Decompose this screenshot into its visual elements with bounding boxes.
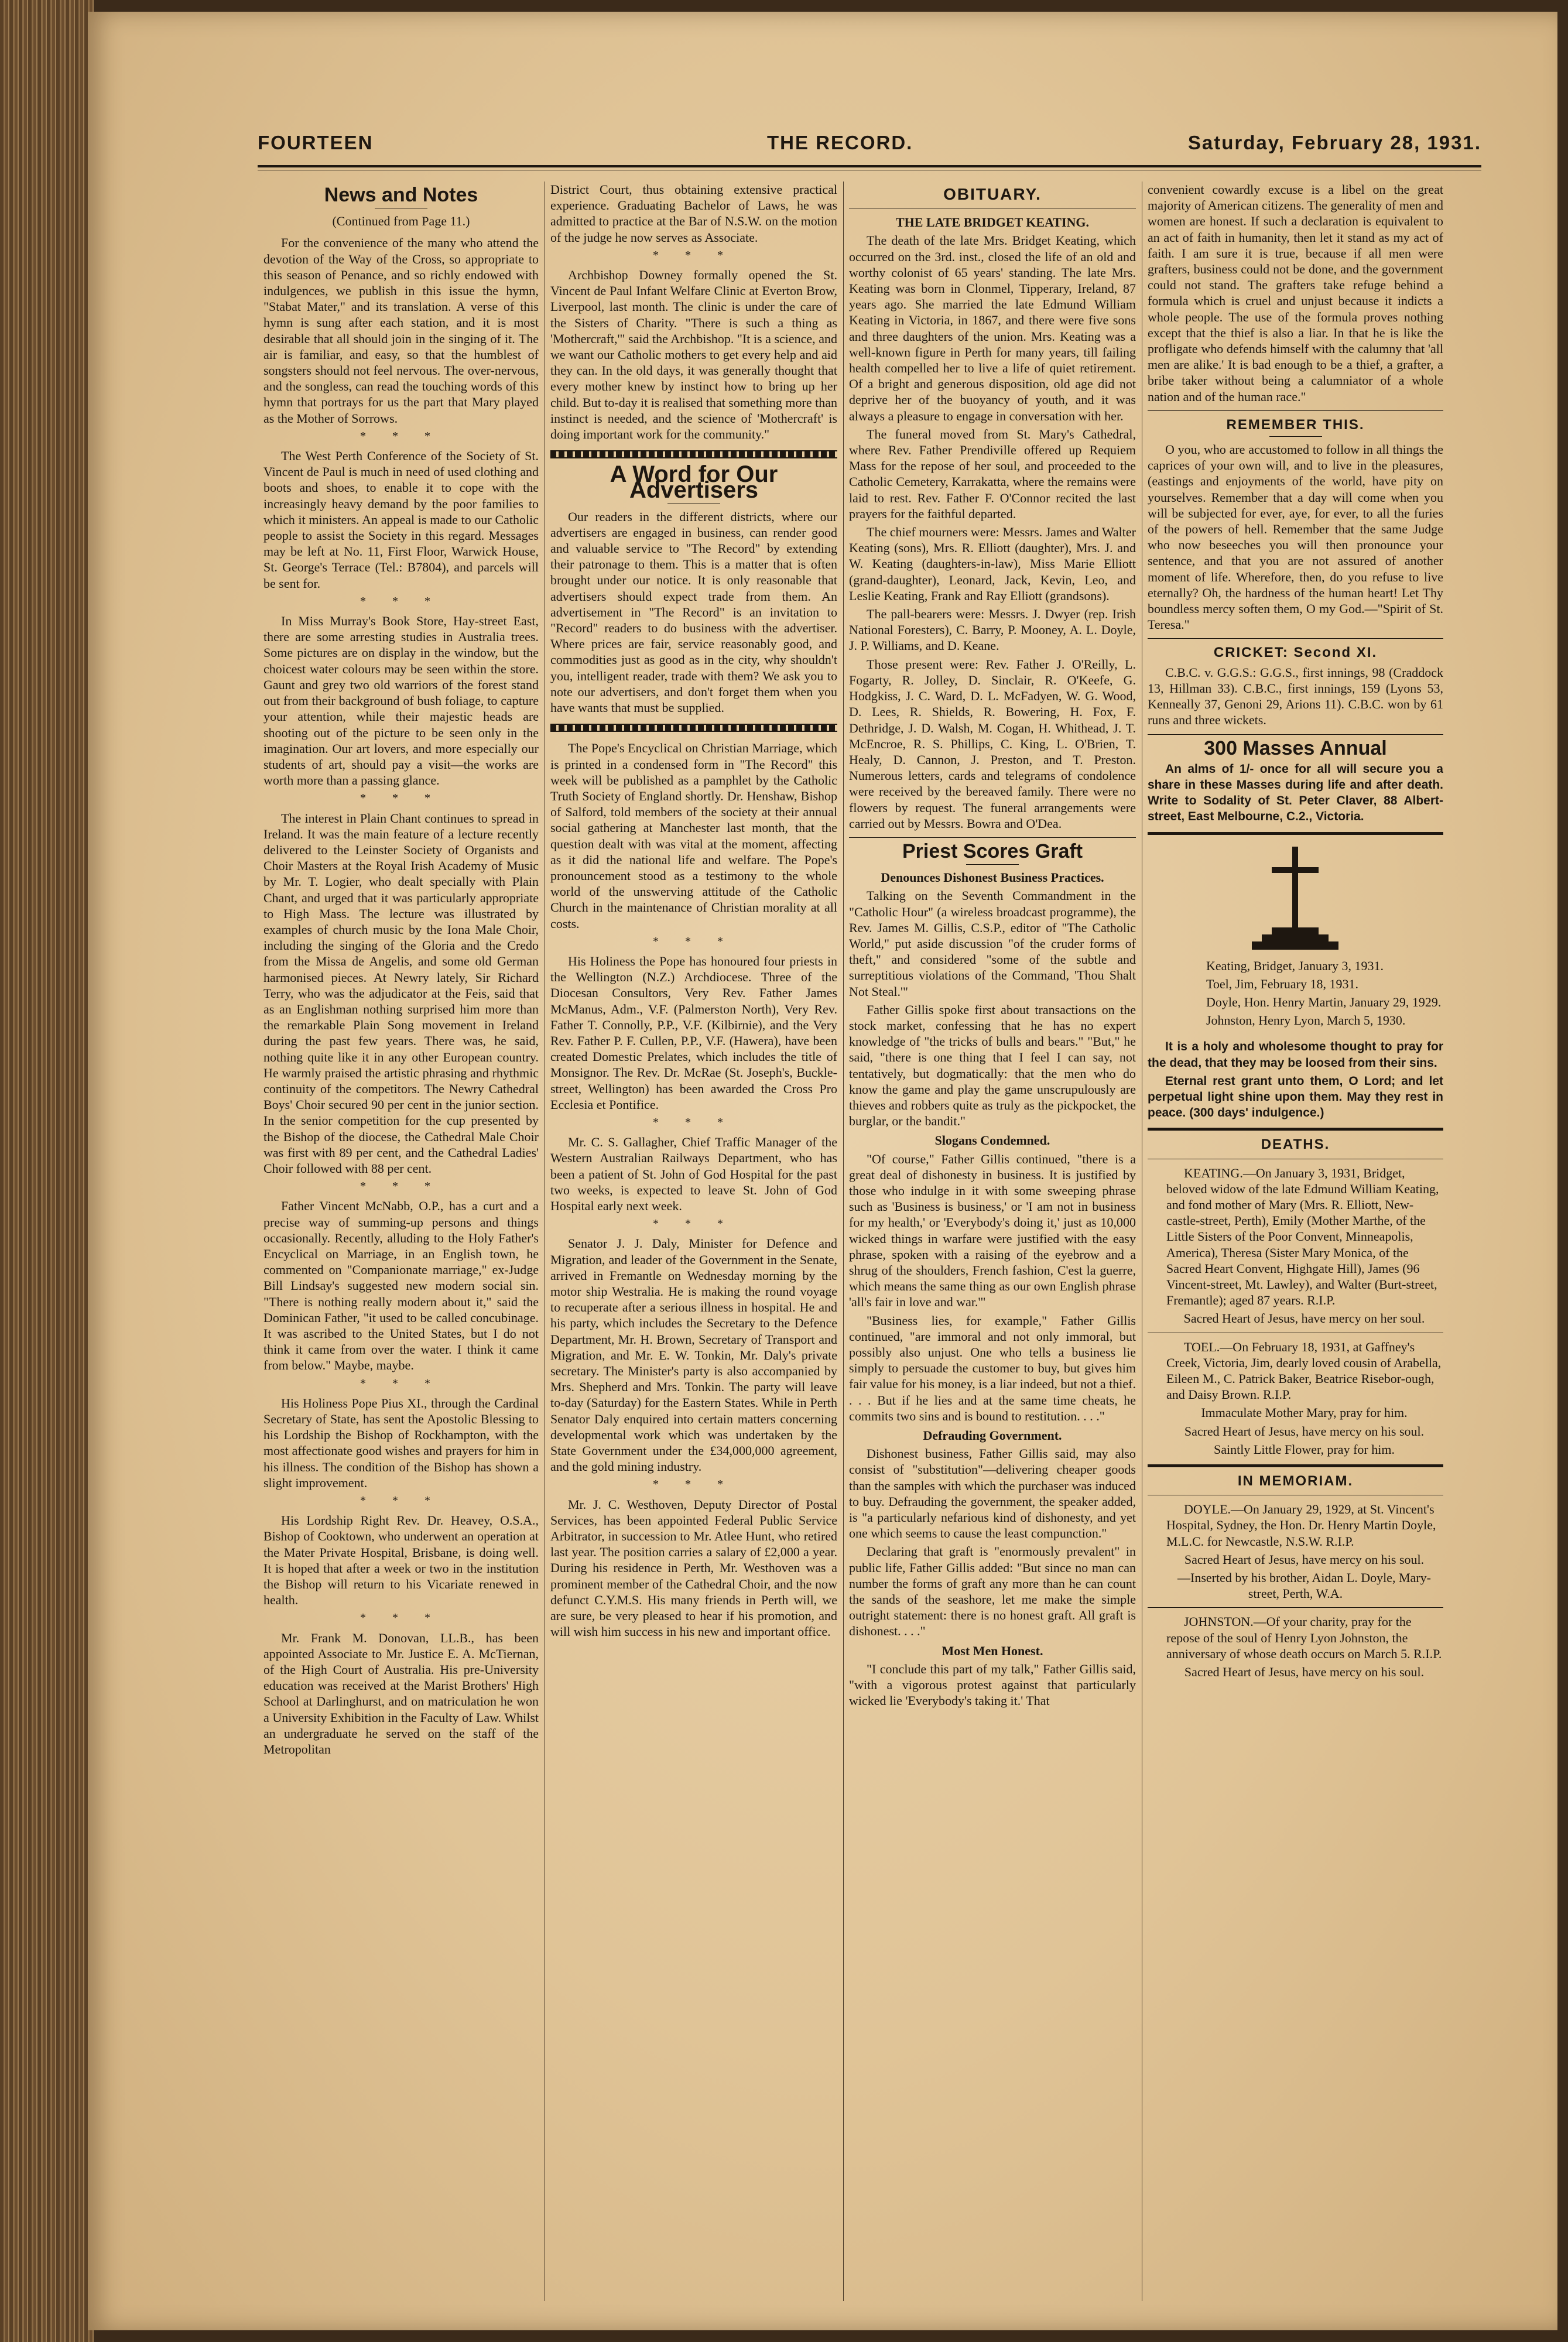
notice-prayer: Sacred Heart of Jesus, have mercy on her soul.: [1183, 1311, 1425, 1326]
issue-date: Saturday, February 28, 1931.: [1187, 132, 1481, 153]
remembered-name: Johnston, Henry Lyon, March 5, 1930.: [1206, 1013, 1406, 1028]
notice-prayer: Immaculate Mother Mary, pray for him.: [1201, 1405, 1408, 1420]
article-paragraph: Talking on the Seventh Commandment in the "Catholic Hour" (a wireless broadcast programme), the Rev. James M. Gillis, C.S.P., editor of "The Catholic World," put aside discussion "of the cruder forms of theft," and considered "some of the subtle and surreptitious violations of the Command, 'Thou Shalt Not Steal.'": [849, 888, 1136, 999]
article-paragraph: Mr. J. C. Westhoven, Deputy Director of Postal Services, has been appointed Federal Public Service Arbitrator, in succession to Mr. Atlee Hunt, who retired last year. The position carries a salary of £2,000 a year. During his residence in Perth, Mr. Westhoven was a prominent member of the Cathedral Choir, and the now defunct C.Y.M.S. His many friends in Perth will, we are sure, be very pleased to hear if his promotion, and will wish him success in his new and important office.: [550, 1497, 837, 1639]
newspaper-title: THE RECORD.: [767, 132, 913, 153]
obituary-subheading: THE LATE BRIDGET KEATING.: [895, 215, 1090, 230]
column-3: [849, 182, 1136, 2313]
star-separator: * * *: [360, 429, 442, 443]
star-separator: * * *: [360, 792, 442, 805]
section-subheading: Most Men Honest.: [942, 1643, 1043, 1658]
remembered-name: Keating, Bridget, January 3, 1931.: [1206, 958, 1384, 973]
article-paragraph: "I conclude this part of my talk," Father Gillis said, "with a vigorous protest against that particularly wicked lie 'Everybody's taking it.' That: [849, 1661, 1136, 1708]
article-paragraph: His Holiness Pope Pius XI., through the Cardinal Secretary of State, has sent the Apostolic Blessing to his Lordship the Bishop of Rockhampton, with the most affectionate good wishes and prayers for him in his illness. The condition of the Bishop has shown a slight improvement.: [263, 1395, 539, 1490]
article-paragraph: His Holiness the Pope has honoured four priests in the Wellington (N.Z.) Archdiocese. Three of the Diocesan Consultors, Very Rev. Father James McManus, Adm., V.F. (Palmerston North), Very Rev. Father T. Connolly, P.P., V.F. (Kilbirnie), and the Very Rev. Father P. F. Cullen, P.P., V.F. (Hawera), have been created Domestic Prelates, which includes the title of Monsignor. The Rev. Dr. McRae (St. Joseph's, Buckle-street, Wellington) has been awarded the Cross Pro Ecclesia et Pontifice.: [550, 953, 837, 1112]
article-paragraph: Father Vincent McNabb, O.P., has a curt and a precise way of summing-up persons and things occasionally. Recently, alluding to the Holy Father's Encyclical on Marriage, in an English town, he commented on "Companionate marriage," ex-Judge Bill Lindsay's suggested new modern social sin. "There is nothing really modern about it," said the Dominican Father, "it used to be called concubinage. It was ascribed to the United States, but I do not think it came from over the water. I think it came from below." Maybe, maybe.: [263, 1199, 539, 1373]
ornamental-rule: [550, 450, 837, 458]
star-separator: * * *: [653, 934, 735, 948]
article-paragraph: Declaring that graft is "enormously prevalent" in public life, Father Gillis added: "But since no man can number the forms of graft any more than he can count the sands of the seashore, let me make the simple outright statement: there is no honest graft. All graft is dishonest. . . .": [849, 1544, 1136, 1639]
memoriam-notice: JOHNSTON.—Of your charity, pray for the repose of the soul of Henry Lyon Johnston, the anniversary of whose death occurs on March 5. R.I.P.: [1166, 1614, 1442, 1661]
column-2: [550, 182, 837, 2313]
news-and-notes-heading: News and Notes: [324, 184, 478, 206]
star-separator: * * *: [653, 1115, 735, 1129]
remembered-name: Toel, Jim, February 18, 1931.: [1206, 976, 1358, 991]
article-paragraph: Our readers in the different districts, where our advertisers are engaged in business, can render good and valuable service to "The Record" by extending their patronage to them. This is a matter that is often brought under our notice. It is only reasonable that advertisers should expect trade from them. An advertisement in "The Record" is an invitation to "Record" readers to do business with the advertiser. Where prices are fair, service reasonably good, and commodities just as good as in the city, why shouldn't you, intelligent reader, trade with them? We ask you to note our advertisers, and don't forget them when you have wants that must be supplied.: [550, 509, 837, 715]
article-paragraph: The interest in Plain Chant continues to spread in Ireland. It was the main feature of a lecture recently delivered to the Leinster Society of Organists and Choir Masters at the Royal Irish Academy of Music by Mr. T. Logier, who dealt specially with Plain Chant, and urged that it was particularly appropriate to High Mass. The lecture was illustrated by examples of church music by the Iona Male Choir, including the singing of the Gloria and the Credo from the Missa de Angelis, and some old German harmonised pieces. At Newry lately, Sir Richard Terry, who was the adjudicator at the Feis, said that as an Englishman nothing surprised him more than the remarkable Plain Song movement in Ireland during the past few years. There was, he said, nothing quite like it in any other European country. He warmly praised the artistic phrasing and rhythmic continuity of the competitors. The Newry Cathedral Boys' Choir secured 90 per cent in the junior section. In the senior competition for the cup presented by the Bishop of the diocese, the Cathedral Male Choir was first with 89 per cent, and the Cathedral Ladies' Choir followed with 88 per cent.: [263, 810, 539, 1176]
cross-icon: [1148, 841, 1443, 952]
divider: [1148, 410, 1443, 411]
prayer-text: It is a holy and wholesome thought to pray for the dead, that they may be loosed from their sins.: [1148, 1040, 1443, 1070]
cricket-text: C.B.C. v. G.G.S.: G.G.S., first innings, 98 (Craddock 13, Hillman 33). C.B.C., first innings, 159 (Lyons 53, Kenneally 37, Genoni 29, Arions 11). C.B.C. won by 61 runs and three wickets.: [1148, 665, 1443, 728]
divider: [966, 864, 1019, 865]
article-paragraph: Archbishop Downey formally opened the St. Vincent de Paul Infant Welfare Clinic at Everton Brow, Liverpool, last month. The clinic is under the care of the Sisters of Charity. "There is such a thing as 'Mothercraft,'" said the Archbishop. "It is a science, and we want our Catholic mothers to get every help and aid they can. In the old days, it was generally thought that every mother knew by instinct how to bring up her child. But to-day it is realised that something more than instinct is needed, and the science of 'Mothercraft' is doing important work for the community.": [550, 268, 837, 442]
obituary-heading: OBITUARY.: [943, 185, 1042, 203]
masses-heading: 300 Masses Annual: [1204, 737, 1387, 759]
divider: [1148, 734, 1443, 735]
article-paragraph: The death of the late Mrs. Bridget Keating, which occurred on the 3rd. inst., closed the life of an old and worthy colonist of 65 years' standing. The late Mrs. Keating was born in Clonmel, Tipperary, Ireland, 87 years ago. She married the late Edmund William Keating in Victoria, in 1867, and there were five sons and three daughters of the union. Mrs. Keating was a well-known figure in Perth for many years, till failing health compelled her to live a life of quiet retirement. Of a bright and generous disposition, old age did not deprive her of the buoyancy of youth, and it was always a pleasure to engage in conversation with her.: [849, 233, 1136, 423]
article-paragraph: Those present were: Rev. Father J. O'Reilly, L. Fogarty, R. Jolley, D. Sinclair, R. O'Keefe, G. Hodgkiss, J. C. Ward, D. L. McFadyen, W. G. Wood, D. Lees, R. Shields, R. Bowering, H. Fox, F. Dethridge, J. D. Walsh, M. Cogan, H. Whithead, J. T. McEncroe, R. S. Phillips, C. King, L. O'Brien, T. Healy, D. Cannon, J. Preston, and T. Preston. Numerous letters, cards and telegrams of condolence were received by the bereaved family. There were no flowers by request. The funeral arrangements were carried out by Messrs. Bowra and O'Dea.: [849, 656, 1136, 831]
article-paragraph: For the convenience of the many who attend the devotion of the Way of the Cross, so appropriate to this season of Penance, and so richly endowed with indulgences, we publish in this issue the hymn, "Stabat Mater," and its translation. A verse of this hymn is sung after each station, and it is most desirable that all should join in the singing of it. The air is familiar, and easy, so that the humblest of songsters should not feel nervous. The over-nervous, and the songless, can read the touching words of this hymn that portrays for us the part that Mary played as the Mother of Sorrows.: [263, 235, 539, 426]
divider: [1269, 436, 1322, 437]
star-separator: * * *: [360, 1180, 442, 1193]
remembered-names: [1148, 958, 1443, 1029]
notice-prayer: Sacred Heart of Jesus, have mercy on his soul.: [1184, 1552, 1425, 1567]
prayer-text: Eternal rest grant unto them, O Lord; and let perpetual light shine upon them. May they rest in peace. (300 days' indulgence.): [1148, 1074, 1443, 1120]
divider: [1148, 638, 1443, 639]
article-paragraph: The West Perth Conference of the Society of St. Vincent de Paul is much in need of used clothing and boots and shoes, to enable it to cope with the increasingly heavy demand by the poor families to which it ministers. An appeal is made to our Catholic people to assist the Society in this regard. Messages may be left at No. 11, First Floor, Warwick House, St. George's Terrace (Tel.: B7804), and parcels will be sent for.: [263, 448, 539, 591]
section-subheading: Defrauding Government.: [923, 1428, 1062, 1443]
newspaper-page: [88, 12, 1557, 2330]
article-paragraph: convenient cowardly excuse is a libel on the great majority of American citizens. The generality of men and women are honest. If such a declaration is equivalent to an act of faith in humanity, then let it stand as my act of faith. I am sure it is true, because if all men were grafters, business could not be done, and the government could not stand. The grafters take refuge behind a formula which is cruel and unjust because it indicts a whole people. The use of the formula proves nothing except that the thief is also a liar. In that he is like the profligate who defends himself with the calumny that 'all men are alike.' It is bad enough to be a thief, a grafter, a bribe taker without being a calumniator of a whole nation and of the human race.": [1148, 182, 1443, 404]
section-subheading: Slogans Condemned.: [934, 1133, 1050, 1148]
remember-text: O you, who are accustomed to follow in all things the caprices of your own will, and to live in the pleasures, (eastings and enjoyments of the world, have pity on yourselves. Remember that a day will come when you will be subjected for ever, aye, for ever, to all the furies of the powers of hell. Remember that the same Judge who now beseeches you will then pronounce your sentence, and that you are not assured of another moment of life. Wherefore, then, do you refuse to live eternally? Oh, the hardness of the human heart! Let Thy boundless mercy soften them, O my God.—"Spirit of St. Teresa.": [1148, 442, 1443, 632]
advertisers-heading: A Word for Our Advertisers: [610, 461, 778, 504]
page-number: FOURTEEN: [258, 132, 374, 153]
article-paragraph: The chief mourners were: Messrs. James and Walter Keating (sons), Mrs. R. Elliott (daughter), Mrs. J. and W. Keating (daughters-in-law), Miss Marie Elliott (grand-daughter), Leonard, Jack, Kevin, Leo, and Leslie Keating, Frank and Ray Elliott (grandsons).: [849, 525, 1136, 603]
article-paragraph: Mr. C. S. Gallagher, Chief Traffic Manager of the Western Australian Railways Department, who has been a patient of St. John of God Hospital for the past two weeks, is expected to leave St. John of God Hospital early next week.: [550, 1135, 837, 1213]
continued-note: (Continued from Page 11.): [332, 214, 470, 229]
article-paragraph: The Pope's Encyclical on Christian Marriage, which is printed in a condensed form in "The Record" this week will be published as a pamphlet by the Catholic Truth Society of England shortly. Dr. Henshaw, Bishop of Salford, told members of the society at their annual social gathering at Manchester last month, that the question dealt with was vital at the moment, affecting as it did the national life and welfare. The Pope's pronouncement stood as a testimony to the whole world of the unswerving attitude of the Catholic Church in the maintenance of Christian morality at all costs.: [550, 741, 837, 931]
divider: [1148, 1128, 1443, 1131]
star-separator: * * *: [653, 248, 735, 262]
death-notice: KEATING.—On January 3, 1931, Bridget, beloved widow of the late Edmund William Keating, and fond mother of Mary (Mrs. R. Elliott, New-castle-street, Perth), Emily (Mother Marthe, of the Little Sisters of the Poor Convent, Minneapolis, America), Theresa (Sister Mary Monica, of the Sacred Heart Convent, Highgate Hill), James (96 Vincent-street, Mt. Lawley), and Walter (Burt-street, Fremantle); aged 87 years. R.I.P.: [1166, 1165, 1439, 1308]
article-paragraph: District Court, thus obtaining extensive practical experience. Graduating Bachelor of Laws, he was admitted to practice at the Bar of N.S.W. on the motion of the judge he now serves as Associate.: [550, 182, 837, 245]
star-separator: * * *: [360, 594, 442, 608]
divider: [1148, 1464, 1443, 1467]
divider: [1148, 1607, 1443, 1608]
notice-prayer: Sacred Heart of Jesus, have mercy on his soul.: [1184, 1423, 1425, 1439]
ornamental-rule: [550, 724, 837, 732]
article-paragraph: Mr. Frank M. Donovan, LL.B., has been appointed Associate to Mr. Justice E. A. McTiernan, of the High Court of Australia. His pre-University education was received at the Marist Brothers' High School at Darlinghurst, and on matriculation he won a University Exhibition in the Faculty of Law. Whilst an undergraduate he served on the staff of the Metropolitan: [263, 1630, 539, 1757]
memoriam-heading: IN MEMORIAM.: [1237, 1473, 1354, 1489]
star-separator: * * *: [360, 1494, 442, 1508]
death-notice: TOEL.—On February 18, 1931, at Gaffney's Creek, Victoria, Jim, dearly loved cousin of Arabella, Eileen M., C. Patrick Baker, Beatrice Risebor-ough, and Daisy Brown. R.I.P.: [1166, 1339, 1442, 1402]
remembered-name: Doyle, Hon. Henry Martin, January 29, 1929.: [1206, 994, 1442, 1009]
article-paragraph: The pall-bearers were: Messrs. J. Dwyer (rep. Irish National Foresters), C. Barry, P. Mooney, A. L. Doyle, J. P. Williams, and D. Keane.: [849, 607, 1136, 653]
cricket-heading: CRICKET: Second XI.: [1213, 645, 1378, 661]
article-paragraph: Senator J. J. Daly, Minister for Defence and Migration, and leader of the Government in the Senate, arrived in Fremantle on Wednesday morning by the motor ship Westralia. He is making the round voyage to recuperate after a serious illness in hospital. He and his party, which includes the Secretary to the Defence Department, Mr. H. Brown, Secretary of Transport and Migration, and Mr. E. W. Tonkin, Mr. Daly's private secretary. The Minister's party is also accompanied by Mrs. Shepherd and Mrs. Tonkin. The party will leave to-day (Saturday) for the Eastern States. While in Perth Senator Daly enquired into certain matters concerning developmental work which was undertaken by the State Government under the £34,000,000 agreement, and the gold mining industry.: [550, 1236, 837, 1474]
article-paragraph: His Lordship Right Rev. Dr. Heavey, O.S.A., Bishop of Cooktown, who underwent an operation at the Mater Private Hospital, Brisbane, is doing well. It is hoped that after a week or two in the institution the Bishop will return to his Vicariate renewed in health.: [263, 1513, 539, 1608]
deaths-heading: DEATHS.: [1261, 1136, 1330, 1153]
notice-prayer: Saintly Little Flower, pray for him.: [1214, 1442, 1395, 1457]
divider: [849, 837, 1136, 838]
article-paragraph: Father Gillis spoke first about transactions on the stock market, confessing that he has no expert knowledge of "the tricks of bulls and bears." "But," he said, "there is one thing that I feel I can say, not tentatively, but dogmatically: that the men who do know the game and play the game unscrupulously are thieves and robbers quite as truly as the pickpocket, the burglar, or the bandit.": [849, 1002, 1136, 1129]
article-paragraph: The funeral moved from St. Mary's Cathedral, where Rev. Father Prendiville offered up Requiem Mass for the repose of her soul, and proceeded to the Catholic Cemetery, Karrakatta, where the remains were laid to rest. Rev. Father F. O'Connor recited the last prayers for the faithful departed.: [849, 426, 1136, 521]
notice-inserter: —Inserted by his brother, Aidan L. Doyle, Mary-street, Perth, W.A.: [1177, 1570, 1431, 1601]
star-separator: * * *: [360, 1611, 442, 1625]
divider: [1148, 832, 1443, 835]
book-page-edges: [0, 0, 94, 2342]
header-rule: [258, 165, 1481, 167]
notice-prayer: Sacred Heart of Jesus, have mercy on his soul.: [1184, 1665, 1425, 1680]
column-divider: [843, 182, 844, 2301]
memorial-cross: [1148, 841, 1443, 952]
article-paragraph: In Miss Murray's Book Store, Hay-street East, there are some arresting studies in Australia trees. Some pictures are on display in the window, but the choicest water colours may be seen within the store. Gaunt and grey two old warriors of the forest stand out from their background of bush foliage, to capture your attention, while their majestic heads are shooting out of the picture to be seen only in the imagination. Our art lovers, and more especially our students of art, should pay a visit—the works are worth more than a passing glance.: [263, 614, 539, 788]
priest-graft-subheading: Denounces Dishonest Business Practices.: [881, 870, 1104, 885]
column-4: [1148, 182, 1443, 2313]
remember-heading: REMEMBER THIS.: [1226, 416, 1365, 433]
priest-graft-heading: Priest Scores Graft: [902, 840, 1083, 862]
star-separator: * * *: [360, 1377, 442, 1390]
article-paragraph: "Of course," Father Gillis continued, "there is a great deal of dishonesty in business. It is justified by those who indulge in it with some sweeping phrase such as 'Business is business,' or 'I am not in business for my health,' or 'Everybody's doing it,' just as 10,000 wicked things in warfare were justified with the easy phrase, spoken with a raising of the eyebrow and a shrug of the shoulders, French fashion, C'est la guerre, which means the same thing as our own English phrase 'all's fair in love and war.'": [849, 1151, 1136, 1310]
article-paragraph: Dishonest business, Father Gillis said, may also consist of "substitution"—delivering cheaper goods than the samples with which the purchaser was induced to buy. Defrauding the government, the speaker added, is "a particularly nefarious kind of dishonesty, and yet one which seems to cause the least compunction.": [849, 1446, 1136, 1541]
star-separator: * * *: [653, 1217, 735, 1231]
masses-text: An alms of 1/- once for all will secure you a share in these Masses during life and after death. Write to Sodality of St. Peter Claver, 88 Albert-street, East Melbourne, C.2., Victoria.: [1148, 762, 1443, 824]
column-1: [263, 182, 539, 2313]
page-header: [258, 132, 1481, 161]
memoriam-notice: DOYLE.—On January 29, 1929, at St. Vincent's Hospital, Sydney, the Hon. Dr. Henry Martin Doyle, M.L.C. for Newcastle, N.S.W. R.I.P.: [1166, 1502, 1436, 1549]
article-paragraph: "Business lies, for example," Father Gillis continued, "are immoral and not only immoral, but possibly also unjust. One who tells a business lie simply to persuade the customer to buy, but gives him fair value for his money, is a liar indeed, but not a thief. . . . But if he lies and at the same time cheats, he commits two sins and is bound to restitution. . . .": [849, 1313, 1136, 1423]
star-separator: * * *: [653, 1478, 735, 1491]
